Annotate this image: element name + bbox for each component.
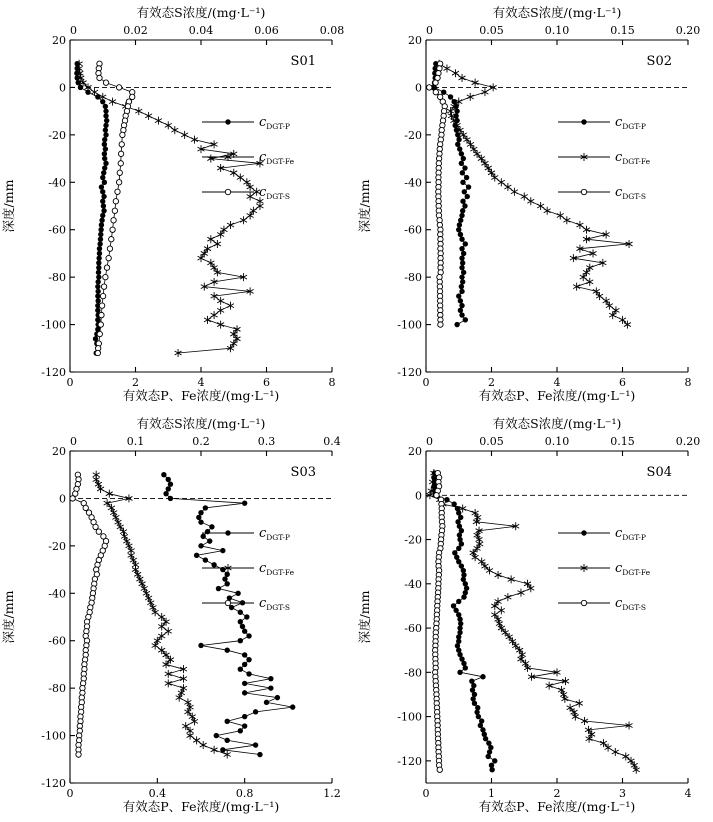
bottom-axis-title: 有效态P、Fe浓度/(mg·L⁻¹): [122, 799, 280, 814]
bottom-tick-label: 1.2: [323, 787, 341, 800]
depth-tick-label: -40: [404, 577, 422, 591]
bottom-tick-label: 0: [66, 787, 74, 800]
depth-tick-label: -100: [397, 710, 422, 724]
panel-title: S02: [646, 54, 672, 69]
y-axis-title: 深度/mm: [1, 179, 16, 233]
depth-tick-label: -100: [41, 729, 66, 743]
y-axis-title: 深度/mm: [357, 179, 372, 233]
top-axis-title: 有效态S浓度/(mg·L⁻¹): [136, 5, 266, 20]
top-tick-label: 0.15: [610, 24, 635, 37]
legend-label: cDGT-Fe: [615, 150, 651, 166]
chart-s02: [356, 0, 712, 411]
top-tick-label: 0.06: [254, 24, 279, 37]
bottom-tick-label: 6: [263, 376, 270, 389]
depth-tick-label: -100: [397, 318, 422, 332]
chart-s03: [0, 411, 356, 822]
y-axis-title: 深度/mm: [357, 590, 372, 644]
y-axis-title: 深度/mm: [1, 590, 16, 644]
top-tick-label: 0.10: [544, 24, 570, 37]
chart-s01: [0, 0, 356, 411]
depth-tick-label: -60: [404, 622, 422, 636]
bottom-tick-label: 2: [488, 376, 495, 389]
top-tick-label: 0.4: [323, 435, 341, 448]
depth-tick-label: -120: [397, 366, 422, 379]
top-tick-label: 0.04: [188, 24, 214, 37]
depth-tick-label: -20: [404, 533, 422, 547]
bottom-axis-title: 有效态P、Fe浓度/(mg·L⁻¹): [478, 799, 636, 814]
top-tick-label: 0.1: [126, 435, 145, 448]
top-tick-label: 0.05: [479, 24, 504, 37]
depth-tick-label: -20: [48, 539, 66, 553]
legend-label: cDGT-P: [615, 526, 646, 542]
depth-tick-label: 20: [52, 445, 66, 458]
bottom-tick-label: 3: [619, 787, 626, 800]
top-tick-label: 0.10: [544, 435, 570, 448]
legend-label: cDGT-P: [259, 115, 290, 131]
depth-tick-label: 0: [59, 81, 66, 95]
legend-label: cDGT-P: [615, 115, 646, 131]
top-tick-label: 0: [70, 435, 77, 448]
depth-tick-label: -80: [404, 271, 422, 285]
legend-label: cDGT-S: [259, 596, 290, 612]
depth-profile-panel-s04: [356, 411, 713, 822]
panel-title: S03: [290, 465, 316, 480]
depth-tick-label: -40: [48, 176, 66, 190]
legend-label: cDGT-Fe: [615, 561, 651, 577]
depth-tick-label: -80: [404, 666, 422, 680]
chart-s04: [356, 411, 712, 822]
depth-tick-label: -120: [397, 754, 422, 768]
top-tick-label: 0.08: [319, 24, 345, 37]
depth-tick-label: 20: [408, 34, 422, 47]
bottom-tick-label: 0.8: [235, 787, 254, 800]
bottom-tick-label: 0.4: [148, 787, 167, 800]
bottom-tick-label: 4: [553, 376, 561, 389]
depth-tick-label: -100: [41, 318, 66, 332]
bottom-tick-label: 2: [553, 787, 561, 800]
top-tick-label: 0.2: [192, 435, 210, 448]
top-axis-title: 有效态S浓度/(mg·L⁻¹): [136, 416, 266, 431]
legend-label: cDGT-S: [615, 185, 646, 201]
depth-tick-label: 0: [59, 492, 66, 506]
bottom-tick-label: 2: [132, 376, 139, 389]
depth-tick-label: -120: [41, 777, 66, 790]
legend-label: cDGT-S: [259, 185, 290, 201]
depth-tick-label: -20: [48, 128, 66, 142]
top-tick-label: 0: [426, 24, 433, 37]
depth-tick-label: -80: [48, 682, 66, 696]
depth-tick-label: -80: [48, 271, 66, 285]
depth-tick-label: -60: [48, 223, 66, 237]
depth-tick-label: -60: [48, 634, 66, 648]
bottom-axis-title: 有效态P、Fe浓度/(mg·L⁻¹): [478, 388, 636, 403]
depth-profile-panel-s02: [356, 0, 713, 411]
bottom-axis-title: 有效态P、Fe浓度/(mg·L⁻¹): [122, 388, 280, 403]
depth-tick-label: -60: [404, 223, 422, 237]
depth-tick-label: 0: [415, 489, 422, 503]
legend-label: cDGT-Fe: [259, 561, 295, 577]
top-tick-label: 0.3: [257, 435, 276, 448]
depth-tick-label: -20: [404, 128, 422, 142]
bottom-tick-label: 4: [684, 787, 692, 800]
bottom-tick-label: 4: [197, 376, 205, 389]
top-tick-label: 0: [70, 24, 77, 37]
bottom-tick-label: 0: [422, 787, 430, 800]
legend-label: cDGT-Fe: [259, 150, 295, 166]
bottom-tick-label: 0: [66, 376, 74, 389]
top-axis-title: 有效态S浓度/(mg·L⁻¹): [492, 416, 622, 431]
bottom-tick-label: 8: [328, 376, 336, 389]
depth-tick-label: 0: [415, 81, 422, 95]
bottom-tick-label: 8: [684, 376, 692, 389]
top-tick-label: 0.15: [610, 435, 635, 448]
panel-title: S04: [646, 465, 672, 480]
depth-profile-panel-s01: [0, 0, 356, 411]
top-tick-label: 0.20: [675, 435, 701, 448]
bottom-tick-label: 0: [422, 376, 430, 389]
bottom-tick-label: 6: [619, 376, 626, 389]
top-axis-title: 有效态S浓度/(mg·L⁻¹): [492, 5, 622, 20]
depth-tick-label: -120: [41, 366, 66, 379]
depth-tick-label: -40: [48, 587, 66, 601]
bottom-tick-label: 1: [488, 787, 495, 800]
depth-tick-label: -40: [404, 176, 422, 190]
top-tick-label: 0.02: [123, 24, 148, 37]
legend-label: cDGT-S: [615, 596, 646, 612]
legend-label: cDGT-P: [259, 526, 290, 542]
panel-title: S01: [290, 54, 316, 69]
depth-profile-panel-s03: [0, 411, 356, 822]
top-tick-label: 0.20: [675, 24, 701, 37]
depth-tick-label: 20: [408, 445, 422, 458]
top-tick-label: 0.05: [479, 435, 504, 448]
top-tick-label: 0: [426, 435, 433, 448]
depth-tick-label: 20: [52, 34, 66, 47]
